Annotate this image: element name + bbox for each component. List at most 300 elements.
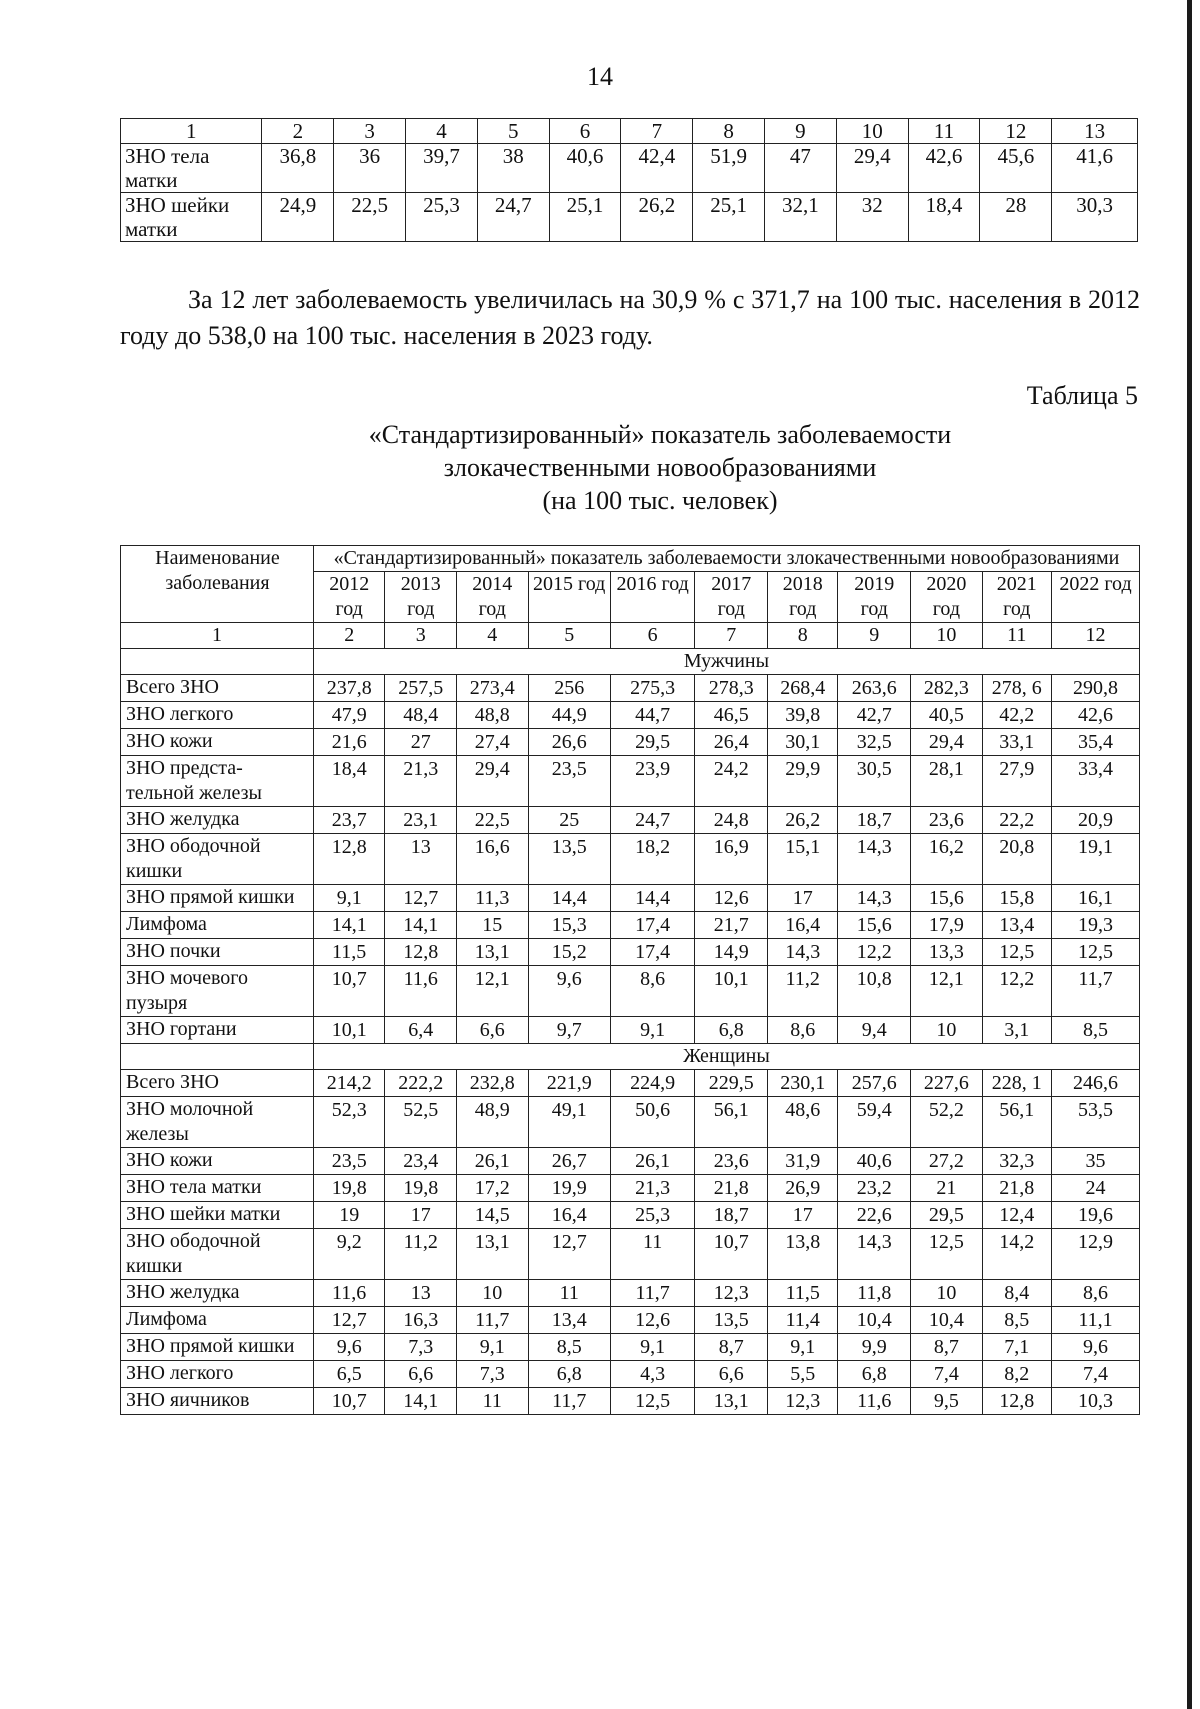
table-label: Таблица 5: [1026, 381, 1138, 410]
column-number-cell: 6: [610, 623, 695, 649]
col1-header: Наименование заболевания: [121, 546, 314, 623]
value-cell: 21,7: [695, 912, 768, 939]
value-cell: 27,9: [982, 756, 1051, 807]
value-cell: 26,9: [768, 1175, 838, 1202]
value-cell: 21,8: [695, 1175, 768, 1202]
value-cell: 11,7: [528, 1388, 610, 1415]
column-number-cell: 1: [121, 623, 314, 649]
value-cell: 19,9: [528, 1175, 610, 1202]
value-cell: 15,1: [768, 834, 838, 885]
value-cell: 25,3: [406, 193, 478, 242]
row-label-cell: ЗНО ободочной кишки: [121, 834, 314, 885]
value-cell: 16,3: [385, 1307, 457, 1334]
table-title: [120, 418, 1200, 517]
value-cell: 25: [528, 807, 610, 834]
value-cell: 39,7: [406, 144, 478, 193]
value-cell: 278,3: [695, 675, 768, 702]
value-cell: 11,1: [1051, 1307, 1139, 1334]
value-cell: 21: [911, 1175, 983, 1202]
value-cell: 15: [456, 912, 528, 939]
value-cell: 11,2: [385, 1229, 457, 1280]
value-cell: 12,5: [1051, 939, 1139, 966]
group-header: «Стандартизированный» показатель заболеваемости злокачественными новообразованиями: [313, 546, 1139, 572]
section-name-cell: Женщины: [313, 1044, 1139, 1070]
value-cell: 21,3: [610, 1175, 695, 1202]
value-cell: 11,7: [1051, 966, 1139, 1017]
row-label-cell: Лимфома: [121, 1307, 314, 1334]
value-cell: 6,8: [528, 1361, 610, 1388]
year-header-cell: 2013 год: [385, 572, 457, 623]
column-number-cell: 3: [385, 623, 457, 649]
value-cell: 10,4: [911, 1307, 983, 1334]
value-cell: 12,9: [1051, 1229, 1139, 1280]
value-cell: 6,6: [385, 1361, 457, 1388]
value-cell: 13,5: [528, 834, 610, 885]
value-cell: 7,3: [385, 1334, 457, 1361]
value-cell: 42,4: [621, 144, 693, 193]
table-row: [121, 702, 1140, 729]
column-number-cell: 13: [1052, 119, 1138, 144]
value-cell: 13: [385, 1280, 457, 1307]
summary-paragraph: За 12 лет заболеваемость увеличилась на 30,9 % с 371,7 на 100 тыс. населения в 2012 году до 538,0 на 100 тыс. населения в 2023 году.: [120, 285, 1140, 350]
value-cell: 227,6: [911, 1070, 983, 1097]
value-cell: 230,1: [768, 1070, 838, 1097]
value-cell: 12,2: [982, 966, 1051, 1017]
value-cell: 26,4: [695, 729, 768, 756]
value-cell: 15,8: [982, 885, 1051, 912]
value-cell: 24,8: [695, 807, 768, 834]
value-cell: 17: [768, 885, 838, 912]
value-cell: 11,7: [456, 1307, 528, 1334]
value-cell: 16,2: [911, 834, 983, 885]
row-label-cell: ЗНО тела матки: [121, 1175, 314, 1202]
row-label-cell: ЗНО тела матки: [121, 144, 262, 193]
value-cell: 12,1: [911, 966, 983, 1017]
value-cell: 9,1: [456, 1334, 528, 1361]
row-label-cell: ЗНО молочной железы: [121, 1097, 314, 1148]
value-cell: 10: [911, 1280, 983, 1307]
section-header-row: [121, 1044, 1140, 1070]
value-cell: 14,1: [385, 912, 457, 939]
value-cell: 17,9: [911, 912, 983, 939]
value-cell: 22,6: [838, 1202, 911, 1229]
value-cell: 16,4: [768, 912, 838, 939]
value-cell: 224,9: [610, 1070, 695, 1097]
value-cell: 256: [528, 675, 610, 702]
column-number-cell: 12: [1051, 623, 1139, 649]
table-row: [121, 193, 1138, 242]
year-header-cell: 2018 год: [768, 572, 838, 623]
value-cell: 7,1: [982, 1334, 1051, 1361]
table-row: [121, 834, 1140, 885]
column-number-cell: 3: [334, 119, 406, 144]
value-cell: 12,2: [838, 939, 911, 966]
value-cell: 26,2: [621, 193, 693, 242]
row-label-cell: ЗНО кожи: [121, 729, 314, 756]
column-numbers-row: [121, 623, 1140, 649]
value-cell: 214,2: [313, 1070, 385, 1097]
value-cell: 23,4: [385, 1148, 457, 1175]
row-label-cell: ЗНО желудка: [121, 1280, 314, 1307]
value-cell: 12,7: [385, 885, 457, 912]
value-cell: 12,8: [385, 939, 457, 966]
value-cell: 25,1: [549, 193, 621, 242]
value-cell: 12,6: [695, 885, 768, 912]
value-cell: 50,6: [610, 1097, 695, 1148]
value-cell: 15,6: [911, 885, 983, 912]
value-cell: 11: [610, 1229, 695, 1280]
column-number-cell: 5: [477, 119, 549, 144]
row-label-cell: ЗНО желудка: [121, 807, 314, 834]
value-cell: 11,5: [313, 939, 385, 966]
value-cell: 263,6: [838, 675, 911, 702]
value-cell: 6,6: [695, 1361, 768, 1388]
table-row: [121, 729, 1140, 756]
value-cell: 12,5: [911, 1229, 983, 1280]
value-cell: 36,8: [262, 144, 334, 193]
value-cell: 8,2: [982, 1361, 1051, 1388]
value-cell: 23,2: [838, 1175, 911, 1202]
value-cell: 232,8: [456, 1070, 528, 1097]
column-number-cell: 12: [980, 119, 1052, 144]
value-cell: 12,3: [695, 1280, 768, 1307]
year-header-cell: 2012 год: [313, 572, 385, 623]
column-number-cell: 4: [456, 623, 528, 649]
value-cell: 12,8: [313, 834, 385, 885]
value-cell: 278, 6: [982, 675, 1051, 702]
value-cell: 13,8: [768, 1229, 838, 1280]
value-cell: 47: [765, 144, 837, 193]
table-row: [121, 885, 1140, 912]
table5-header-row: [121, 546, 1140, 572]
value-cell: 22,5: [334, 193, 406, 242]
table-row: [121, 1097, 1140, 1148]
value-cell: 22,2: [982, 807, 1051, 834]
column-number-cell: 7: [695, 623, 768, 649]
row-label-cell: ЗНО прямой кишки: [121, 1334, 314, 1361]
value-cell: 17,4: [610, 912, 695, 939]
value-cell: 282,3: [911, 675, 983, 702]
value-cell: 268,4: [768, 675, 838, 702]
row-label-cell: ЗНО легкого: [121, 702, 314, 729]
value-cell: 30,3: [1052, 193, 1138, 242]
column-number-cell: 4: [406, 119, 478, 144]
table-row: [121, 675, 1140, 702]
value-cell: 8,5: [1051, 1017, 1139, 1044]
value-cell: 42,6: [908, 144, 980, 193]
section-spacer-cell: [121, 649, 314, 675]
value-cell: 9,7: [528, 1017, 610, 1044]
table-row: [121, 756, 1140, 807]
value-cell: 10: [456, 1280, 528, 1307]
value-cell: 26,1: [456, 1148, 528, 1175]
value-cell: 19: [313, 1202, 385, 1229]
value-cell: 10,4: [838, 1307, 911, 1334]
value-cell: 19,8: [313, 1175, 385, 1202]
value-cell: 19,6: [1051, 1202, 1139, 1229]
value-cell: 53,5: [1051, 1097, 1139, 1148]
value-cell: 18,7: [838, 807, 911, 834]
value-cell: 29,9: [768, 756, 838, 807]
column-number-cell: 8: [693, 119, 765, 144]
year-header-cell: 2021 год: [982, 572, 1051, 623]
value-cell: 16,1: [1051, 885, 1139, 912]
value-cell: 36: [334, 144, 406, 193]
value-cell: 23,6: [695, 1148, 768, 1175]
table4-continuation: [120, 118, 1138, 242]
value-cell: 26,2: [768, 807, 838, 834]
row-label-cell: ЗНО шейки матки: [121, 1202, 314, 1229]
column-number-cell: 9: [838, 623, 911, 649]
year-header-cell: 2014 год: [456, 572, 528, 623]
value-cell: 22,5: [456, 807, 528, 834]
table-row: [121, 1388, 1140, 1415]
value-cell: 38: [477, 144, 549, 193]
section-header-row: [121, 649, 1140, 675]
value-cell: 19,3: [1051, 912, 1139, 939]
value-cell: 48,4: [385, 702, 457, 729]
value-cell: 14,3: [838, 885, 911, 912]
value-cell: 9,6: [1051, 1334, 1139, 1361]
value-cell: 48,8: [456, 702, 528, 729]
value-cell: 9,6: [528, 966, 610, 1017]
value-cell: 24,9: [262, 193, 334, 242]
value-cell: 23,5: [528, 756, 610, 807]
value-cell: 42,2: [982, 702, 1051, 729]
section-spacer-cell: [121, 1044, 314, 1070]
value-cell: 31,9: [768, 1148, 838, 1175]
value-cell: 23,6: [911, 807, 983, 834]
row-label-cell: ЗНО гортани: [121, 1017, 314, 1044]
value-cell: 10: [911, 1017, 983, 1044]
column-number-cell: 2: [262, 119, 334, 144]
table-row: [121, 939, 1140, 966]
value-cell: 32,1: [765, 193, 837, 242]
value-cell: 24,7: [477, 193, 549, 242]
column-number-cell: 10: [836, 119, 908, 144]
value-cell: 13,4: [528, 1307, 610, 1334]
value-cell: 8,5: [982, 1307, 1051, 1334]
value-cell: 11,3: [456, 885, 528, 912]
value-cell: 12,8: [982, 1388, 1051, 1415]
value-cell: 257,6: [838, 1070, 911, 1097]
year-header-cell: 2020 год: [911, 572, 983, 623]
value-cell: 14,3: [838, 834, 911, 885]
table-row: [121, 1202, 1140, 1229]
value-cell: 8,5: [528, 1334, 610, 1361]
value-cell: 273,4: [456, 675, 528, 702]
value-cell: 9,4: [838, 1017, 911, 1044]
section-name-cell: Мужчины: [313, 649, 1139, 675]
value-cell: 23,7: [313, 807, 385, 834]
value-cell: 12,4: [982, 1202, 1051, 1229]
row-label-cell: ЗНО шейки матки: [121, 193, 262, 242]
year-header-cell: 2015 год: [528, 572, 610, 623]
column-number-cell: 10: [911, 623, 983, 649]
value-cell: 17: [385, 1202, 457, 1229]
page-number: 14: [587, 62, 613, 91]
value-cell: 56,1: [982, 1097, 1051, 1148]
table-row: [121, 1229, 1140, 1280]
value-cell: 17,4: [610, 939, 695, 966]
value-cell: 237,8: [313, 675, 385, 702]
table-title-line: «Стандартизированный» показатель заболеваемости: [368, 420, 952, 449]
value-cell: 7,4: [911, 1361, 983, 1388]
column-number-cell: 8: [768, 623, 838, 649]
value-cell: 12,7: [528, 1229, 610, 1280]
year-header-cell: 2017 год: [695, 572, 768, 623]
value-cell: 17,2: [456, 1175, 528, 1202]
table4-header-row: [121, 119, 1138, 144]
value-cell: 14,3: [768, 939, 838, 966]
value-cell: 10,7: [313, 1388, 385, 1415]
value-cell: 12,3: [768, 1388, 838, 1415]
scan-edge-shadow: [1187, 0, 1192, 1709]
column-number-cell: 1: [121, 119, 262, 144]
value-cell: 40,6: [549, 144, 621, 193]
row-label-cell: ЗНО предста-тельной железы: [121, 756, 314, 807]
column-number-cell: 11: [908, 119, 980, 144]
value-cell: 48,9: [456, 1097, 528, 1148]
row-label-cell: ЗНО легкого: [121, 1361, 314, 1388]
value-cell: 228, 1: [982, 1070, 1051, 1097]
value-cell: 6,5: [313, 1361, 385, 1388]
value-cell: 33,4: [1051, 756, 1139, 807]
value-cell: 10,1: [313, 1017, 385, 1044]
column-number-cell: 6: [549, 119, 621, 144]
value-cell: 27: [385, 729, 457, 756]
table-row: [121, 912, 1140, 939]
year-header-cell: 2016 год: [610, 572, 695, 623]
value-cell: 52,2: [911, 1097, 983, 1148]
value-cell: 20,8: [982, 834, 1051, 885]
value-cell: 47,9: [313, 702, 385, 729]
value-cell: 7,4: [1051, 1361, 1139, 1388]
value-cell: 29,4: [836, 144, 908, 193]
value-cell: 13,1: [695, 1388, 768, 1415]
value-cell: 12,5: [982, 939, 1051, 966]
value-cell: 30,1: [768, 729, 838, 756]
value-cell: 23,1: [385, 807, 457, 834]
value-cell: 24,7: [610, 807, 695, 834]
table-title-line: (на 100 тыс. человек): [542, 486, 778, 515]
value-cell: 18,4: [313, 756, 385, 807]
value-cell: 14,4: [610, 885, 695, 912]
value-cell: 11,6: [385, 966, 457, 1017]
value-cell: 11,6: [838, 1388, 911, 1415]
value-cell: 8,7: [695, 1334, 768, 1361]
row-label-cell: Всего ЗНО: [121, 675, 314, 702]
row-label-cell: ЗНО яичников: [121, 1388, 314, 1415]
value-cell: 11,5: [768, 1280, 838, 1307]
row-label-cell: ЗНО прямой кишки: [121, 885, 314, 912]
value-cell: 42,6: [1051, 702, 1139, 729]
value-cell: 21,3: [385, 756, 457, 807]
column-number-cell: 9: [765, 119, 837, 144]
value-cell: 11,4: [768, 1307, 838, 1334]
value-cell: 14,1: [313, 912, 385, 939]
value-cell: 26,6: [528, 729, 610, 756]
row-label-cell: ЗНО почки: [121, 939, 314, 966]
value-cell: 12,5: [610, 1388, 695, 1415]
value-cell: 13,1: [456, 939, 528, 966]
table-row: [121, 807, 1140, 834]
value-cell: 10,8: [838, 966, 911, 1017]
value-cell: 42,7: [838, 702, 911, 729]
value-cell: 13,3: [911, 939, 983, 966]
value-cell: 27,4: [456, 729, 528, 756]
value-cell: 25,1: [693, 193, 765, 242]
value-cell: 44,7: [610, 702, 695, 729]
value-cell: 14,9: [695, 939, 768, 966]
value-cell: 9,6: [313, 1334, 385, 1361]
value-cell: 3,1: [982, 1017, 1051, 1044]
value-cell: 257,5: [385, 675, 457, 702]
value-cell: 12,1: [456, 966, 528, 1017]
value-cell: 290,8: [1051, 675, 1139, 702]
value-cell: 11: [456, 1388, 528, 1415]
column-number-cell: 5: [528, 623, 610, 649]
value-cell: 11,6: [313, 1280, 385, 1307]
value-cell: 25,3: [610, 1202, 695, 1229]
value-cell: 8,4: [982, 1280, 1051, 1307]
row-label-cell: ЗНО кожи: [121, 1148, 314, 1175]
value-cell: 9,1: [610, 1017, 695, 1044]
value-cell: 35: [1051, 1148, 1139, 1175]
value-cell: 8,6: [768, 1017, 838, 1044]
row-label-cell: Лимфома: [121, 912, 314, 939]
value-cell: 29,4: [456, 756, 528, 807]
table-row: [121, 1070, 1140, 1097]
value-cell: 8,6: [610, 966, 695, 1017]
value-cell: 23,5: [313, 1148, 385, 1175]
value-cell: 39,8: [768, 702, 838, 729]
value-cell: 20,9: [1051, 807, 1139, 834]
value-cell: 13: [385, 834, 457, 885]
value-cell: 59,4: [838, 1097, 911, 1148]
value-cell: 23,9: [610, 756, 695, 807]
row-label-cell: ЗНО мочевого пузыря: [121, 966, 314, 1017]
value-cell: 24,2: [695, 756, 768, 807]
table-row: [121, 966, 1140, 1017]
value-cell: 11,7: [610, 1280, 695, 1307]
value-cell: 15,3: [528, 912, 610, 939]
value-cell: 29,5: [911, 1202, 983, 1229]
value-cell: 29,4: [911, 729, 983, 756]
value-cell: 222,2: [385, 1070, 457, 1097]
value-cell: 9,1: [768, 1334, 838, 1361]
value-cell: 11,8: [838, 1280, 911, 1307]
value-cell: 9,9: [838, 1334, 911, 1361]
value-cell: 10,7: [313, 966, 385, 1017]
column-number-cell: 11: [982, 623, 1051, 649]
value-cell: 16,6: [456, 834, 528, 885]
value-cell: 46,5: [695, 702, 768, 729]
value-cell: 15,6: [838, 912, 911, 939]
value-cell: 15,2: [528, 939, 610, 966]
value-cell: 8,7: [911, 1334, 983, 1361]
value-cell: 11,2: [768, 966, 838, 1017]
value-cell: 14,1: [385, 1388, 457, 1415]
value-cell: 40,5: [911, 702, 983, 729]
value-cell: 9,2: [313, 1229, 385, 1280]
value-cell: 52,5: [385, 1097, 457, 1148]
year-header-cell: 2019 год: [838, 572, 911, 623]
value-cell: 24: [1051, 1175, 1139, 1202]
value-cell: 12,6: [610, 1307, 695, 1334]
value-cell: 26,7: [528, 1148, 610, 1175]
table-row: [121, 1017, 1140, 1044]
